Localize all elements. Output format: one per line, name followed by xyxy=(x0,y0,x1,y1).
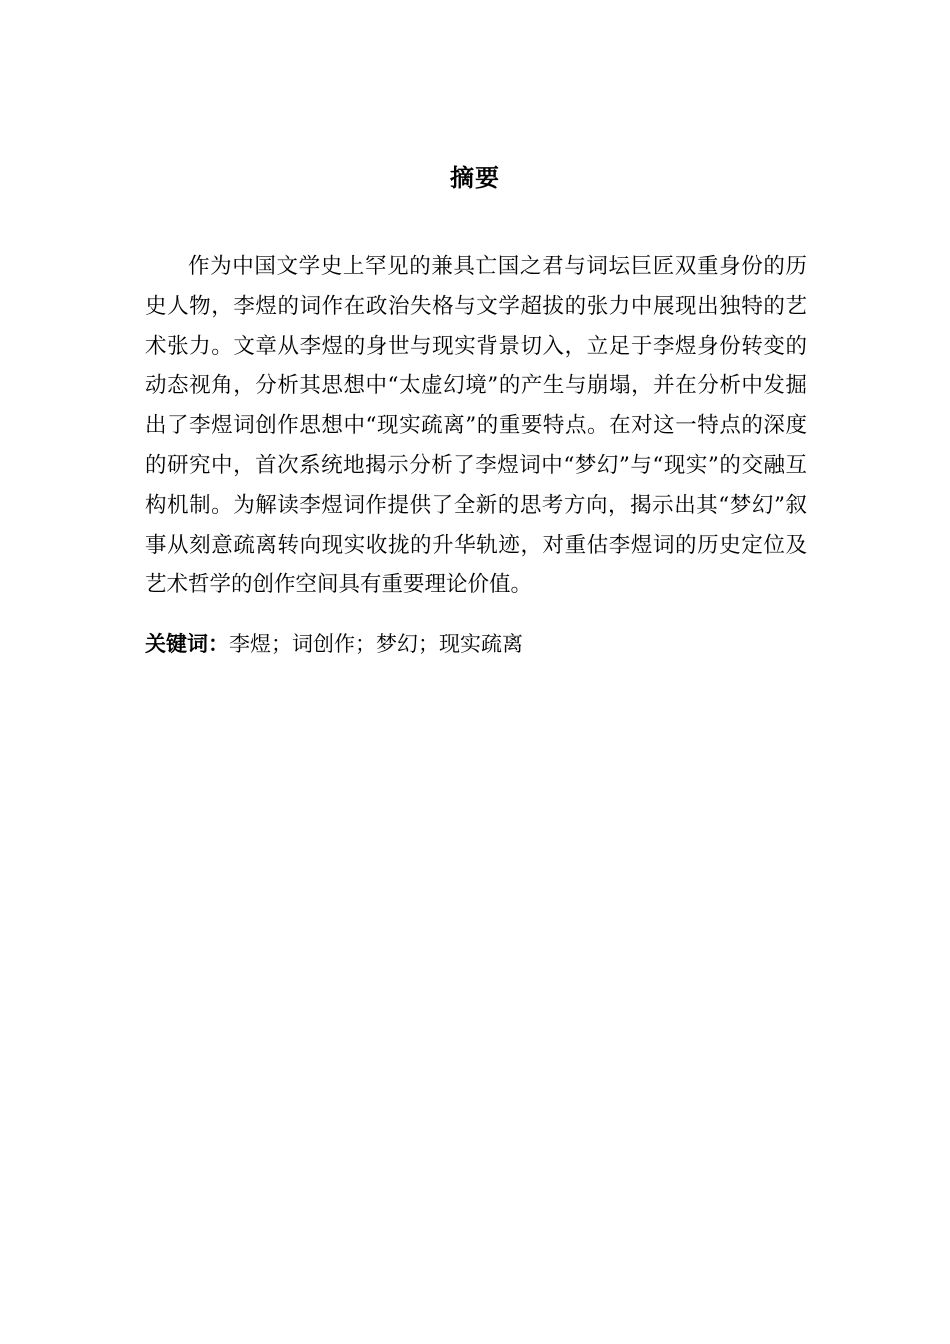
keywords-label: 关键词： xyxy=(145,632,229,656)
abstract-body: 作为中国文学史上罕见的兼具亡国之君与词坛巨匠双重身份的历史人物，李煜的词作在政治失格与文学超拔的张力中展现出独特的艺术张力。文章从李煜的身世与现实背景切入，立足于李煜身份转变的动态视角，分析其思想中“太虚幻境”的产生与崩塌，并在分析中发掘出了李煜词创作思想中“现实疏离”的重要特点。在对这一特点的深度的研究中，首次系统地揭示分析了李煜词中“梦幻”与“现实”的交融互构机制。为解读李煜词作提供了全新的思考方向，揭示出其“梦幻”叙事从刻意疏离转向现实收拢的升华轨迹，对重估李煜词的历史定位及艺术哲学的创作空间具有重要理论价值。 xyxy=(145,254,807,598)
keywords-list: 李煜；词创作；梦幻；现实疏离 xyxy=(229,632,523,656)
keywords-line xyxy=(145,626,807,662)
abstract-title: 摘要 xyxy=(450,164,500,192)
